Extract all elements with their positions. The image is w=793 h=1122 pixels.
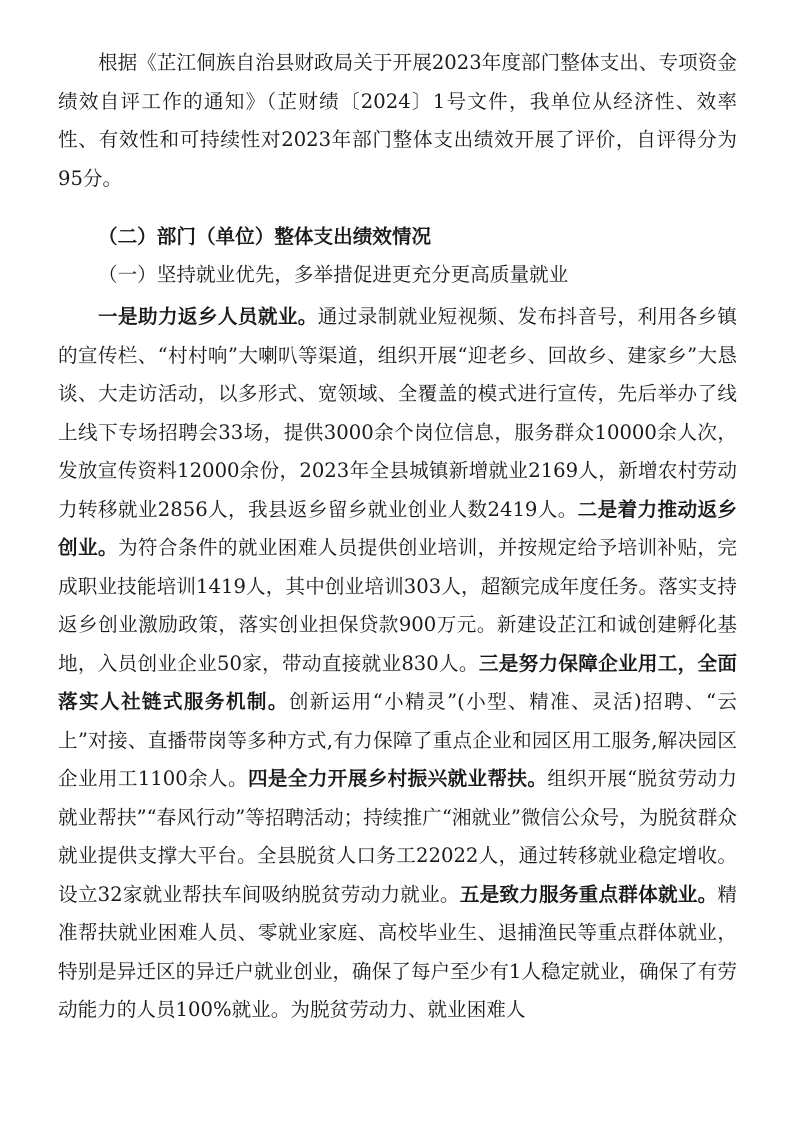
point-3-heading: 三是努力保障企业用工，全面落实人社链式服务机制。 <box>58 651 737 713</box>
point-1-heading: 一是助力返乡人员就业。 <box>98 305 318 328</box>
sub-heading: （一）坚持就业优先，多举措促进更充分更高质量就业 <box>98 263 569 286</box>
point-4-text: 组织开展“脱贫劳动力就业帮扶”“春风行动”等招聘活动；持续推广“湘就业”微信公众号，为脱贫群众就业提供支撑大平台。全县脱贫人口务工22022人，通过转移就业稳定增收。设立32家就业帮扶车间吸纳脱贫劳动力就业。 <box>58 767 737 906</box>
main-paragraph <box>58 298 737 1030</box>
point-4-heading: 四是全力开展乡村振兴就业帮扶。 <box>247 767 548 790</box>
point-5-text: 精准帮扶就业困难人员、零就业家庭、高校毕业生、退捕渔民等重点群体就业，特别是异迁区的异迁户就业创业，确保了每户至少有1人稳定就业，确保了有劳动能力的人员100%就业。为脱贫劳动力、就业困难人 <box>58 882 738 1021</box>
point-2-text: 为符合条件的就业困难人员提供创业培训，并按规定给予培训补贴，完成职业技能培训1419人，其中创业培训303人，超额完成年度任务。落实支持返乡创业激励政策，落实创业担保贷款900万元。新建设芷江和诚创建孵化基地，入员创业企业50家，带动直接就业830人。 <box>58 536 738 675</box>
point-1-text: 通过录制就业短视频、发布抖音号，利用各乡镇的宣传栏、“村村响”大喇叭等渠道，组织开展“迎老乡、回故乡、建家乡”大恳谈、大走访活动，以多形式、宽领域、全覆盖的模式进行宣传，先后举办了线上线下专场招聘会33场，提供3000余个岗位信息，服务群众10000余人次，发放宣传资料12000余份，2023年全县城镇新增就业2169人，新增农村劳动力转移就业2856人，我县返乡留乡就业创业人数2419人。 <box>58 305 738 521</box>
point-2-heading: 二是着力推动返乡创业。 <box>58 497 737 559</box>
section-heading: （二）部门（单位）整体支出绩效情况 <box>98 225 432 248</box>
intro-paragraph: 根据《芷江侗族自治县财政局关于开展2023年度部门整体支出、专项资金绩效自评工作的通知》（芷财绩〔2024〕1号文件，我单位从经济性、效率性、有效性和可持续性对2023年部门整体支出绩效开展了评价，自评得分为95分。 <box>58 51 737 190</box>
point-5-heading: 五是致力服务重点群体就业。 <box>459 882 718 906</box>
point-3-text: 创新运用“小精灵”(小型、精准、灵活)招聘、“云上”对接、直播带岗等多种方式,有力保障了重点企业和园区用工服务,解决园区企业用工1100余人。 <box>58 690 737 790</box>
